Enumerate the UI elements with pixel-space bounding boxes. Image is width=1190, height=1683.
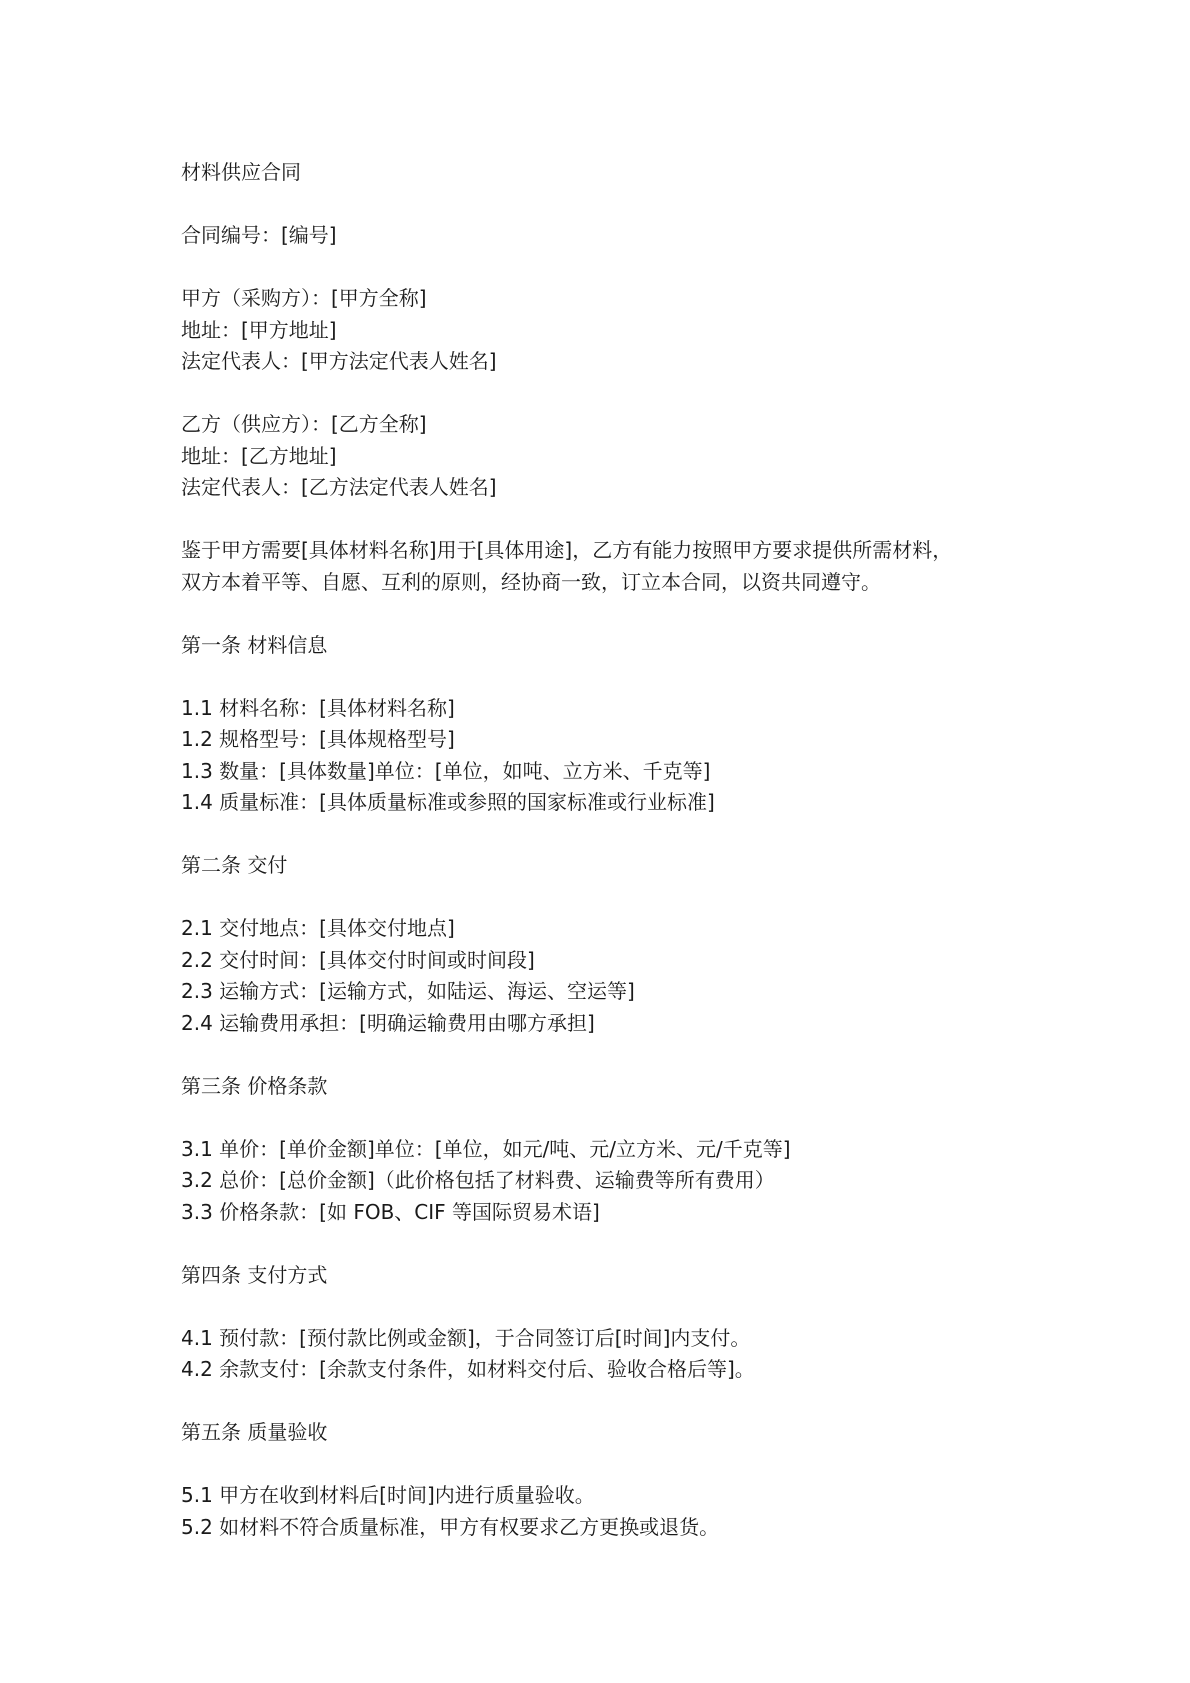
party-b-address: 地址：[乙方地址]: [181, 443, 337, 468]
section-heading: 第一条 材料信息: [181, 632, 328, 657]
spacer: [181, 1228, 1041, 1260]
clause-item: 1.3 数量：[具体数量]单位：[单位，如吨、立方米、千克等]: [181, 758, 711, 783]
preamble-line-1: 鉴于甲方需要[具体材料名称]用于[具体用途]，乙方有能力按照甲方要求提供所需材料，: [181, 538, 953, 562]
spacer: [181, 1039, 1041, 1071]
party-a-name: 甲方（采购方）：[甲方全称]: [181, 286, 427, 310]
party-b-representative: 法定代表人：[乙方法定代表人姓名]: [181, 475, 497, 499]
spacer: [181, 1291, 1041, 1323]
clause-item: 2.4 运输费用承担：[明确运输费用由哪方承担]: [181, 1010, 595, 1035]
spacer: [181, 378, 1041, 410]
section-heading: 第五条 质量验收: [181, 1420, 328, 1444]
preamble-line-2: 双方本着平等、自愿、互利的原则，经协商一致，订立本合同，以资共同遵守。: [181, 569, 881, 594]
spacer: [181, 504, 1041, 536]
contract-number: 合同编号：[编号]: [181, 223, 337, 247]
clause-item: 3.1 单价：[单价金额]单位：[单位，如元/吨、元/立方米、元/千克等]: [181, 1136, 791, 1161]
section-heading: 第四条 支付方式: [181, 1262, 328, 1287]
clause-item: 2.1 交付地点：[具体交付地点]: [181, 916, 455, 940]
clause-item: 3.3 价格条款：[如 FOB、CIF 等国际贸易术语]: [181, 1199, 600, 1224]
party-a-representative: 法定代表人：[甲方法定代表人姓名]: [181, 349, 497, 373]
spacer: [181, 1102, 1041, 1134]
clause-item: 4.1 预付款：[预付款比例或金额]，于合同签订后[时间]内支付。: [181, 1325, 751, 1350]
clause-item: 4.2 余款支付：[余款支付条件，如材料交付后、验收合格后等]。: [181, 1357, 755, 1381]
document-page: [181, 157, 1041, 1543]
clause-item: 5.1 甲方在收到材料后[时间]内进行质量验收。: [181, 1483, 595, 1507]
party-a-address: 地址：[甲方地址]: [181, 317, 337, 342]
section-heading: 第二条 交付: [181, 853, 288, 877]
spacer: [181, 882, 1041, 914]
spacer: [181, 1386, 1041, 1418]
clause-item: 2.2 交付时间：[具体交付时间或时间段]: [181, 947, 535, 972]
spacer: [181, 189, 1041, 221]
spacer: [181, 819, 1041, 851]
spacer: [181, 1449, 1041, 1481]
party-b-name: 乙方（供应方）：[乙方全称]: [181, 412, 427, 436]
spacer: [181, 598, 1041, 630]
section-heading: 第三条 价格条款: [181, 1073, 328, 1098]
clause-item: 3.2 总价：[总价金额]（此价格包括了材料费、运输费等所有费用）: [181, 1168, 775, 1192]
spacer: [181, 661, 1041, 693]
document-title: 材料供应合同: [181, 160, 301, 184]
spacer: [181, 252, 1041, 284]
clause-item: 1.4 质量标准：[具体质量标准或参照的国家标准或行业标准]: [181, 790, 715, 814]
clause-item: 5.2 如材料不符合质量标准，甲方有权要求乙方更换或退货。: [181, 1514, 720, 1539]
clause-item: 2.3 运输方式：[运输方式，如陆运、海运、空运等]: [181, 979, 635, 1003]
clause-item: 1.1 材料名称：[具体材料名称]: [181, 695, 455, 720]
clause-item: 1.2 规格型号：[具体规格型号]: [181, 727, 455, 751]
